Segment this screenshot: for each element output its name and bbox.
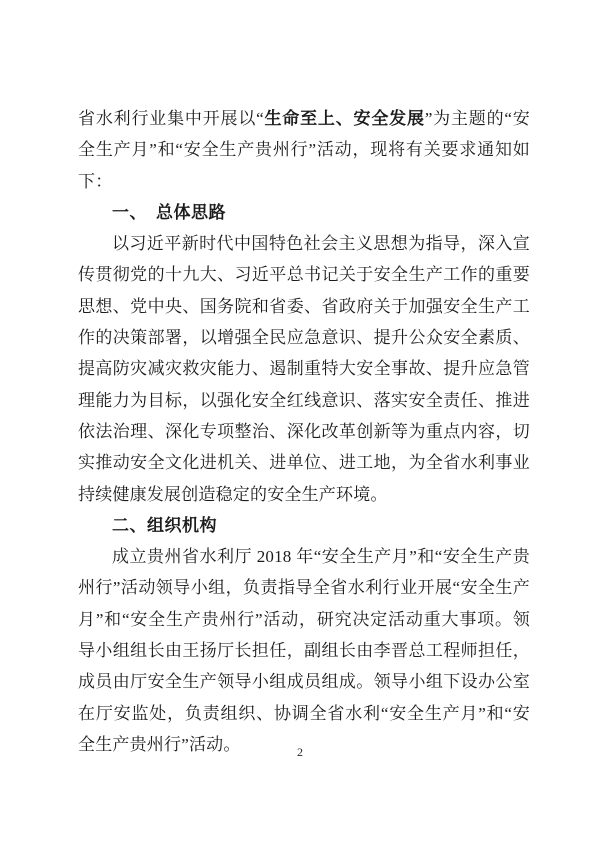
section2-heading: 二、组织机构	[112, 515, 217, 535]
intro-paragraph	[78, 103, 530, 197]
section2-body: 成立贵州省水利厅 2018 年“安全生产月”和“安全生产贵州行”活动领导小组，负责指导全省水利行业开展“安全生产月”和“安全生产贵州行”活动，研究决定活动重大事项。领导小组组长由王扬厅长担任，副组长由李晋总工程师担任，成员由厅安全生产领导小组成员组成。领导小组下设办公室在厅安监处，负责组织、协调全省水利“安全生产月”和“安全生产贵州行”活动。	[78, 547, 530, 754]
theme-emphasis: 生命至上、安全发展	[263, 109, 425, 128]
intro-text-suffix: ”为主题的“安全生产月”和“安全生产贵州行”活动，现将有关要求通知如下：	[78, 109, 530, 191]
section1-body: 以习近平新时代中国特色社会主义思想为指导，深入宣传贯彻党的十九大、习近平总书记关于安全生产工作的重要思想、党中央、国务院和省委、省政府关于加强安全生产工作的决策部署，以增强全民应急意识、提升公众安全素质、提高防灾减灾救灾能力、遏制重特大安全事故、提升应急管理能力为目标，以强化安全红线意识、落实安全责任、推进依法治理、深化专项整治、深化改革创新等为重点内容，切实推动安全文化进机关、进单位、进工地，为全省水利事业持续健康发展创造稳定的安全生产环境。	[78, 234, 530, 504]
section1-heading: 一、 总体思路	[112, 202, 226, 222]
intro-text-prefix: 省水利行业集中开展以“	[78, 109, 264, 128]
page-number: 2	[297, 745, 303, 759]
document-body	[78, 103, 530, 760]
